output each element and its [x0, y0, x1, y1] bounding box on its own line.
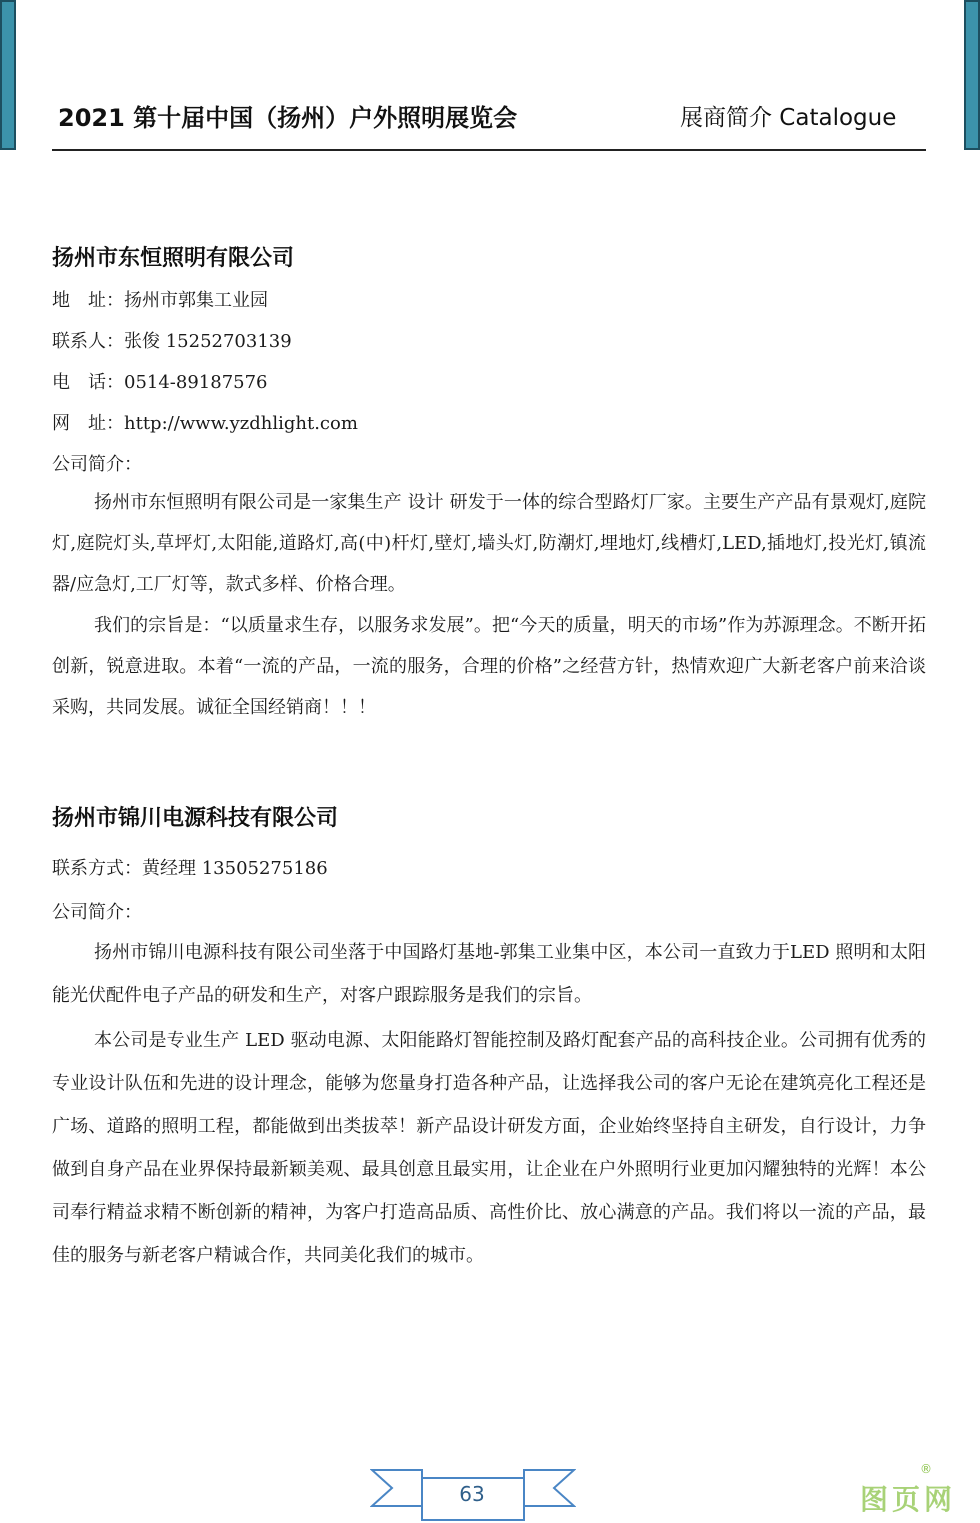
company-intro-label: 公司简介：	[52, 902, 142, 923]
company-phone: 电 话：0514-89187576	[52, 372, 268, 393]
company-mission-paragraph: 我们的宗旨是：“以质量求生存，以服务求发展”。把“今天的质量，明天的市场”作为苏源理念。不断开拓创新，锐意进取。本着“一流的产品，一流的服务，合理的价格”之经营方针，热情欢迎广大新老客户前来洽谈采购，共同发展。诚征全国经销商！！！	[52, 615, 926, 718]
company-intro-paragraph: 扬州市东恒照明有限公司是一家集生产 设计 研发于一体的综合型路灯厂家。主要生产产品有景观灯,庭院灯,庭院灯头,草坪灯,太阳能,道路灯,高(中)杆灯,壁灯,墙头灯,防潮灯,埋地灯,线槽灯,LED,插地灯,投光灯,镇流器/应急灯,工厂灯等，款式多样、价格合理。	[52, 492, 926, 595]
right-edge-bar	[964, 0, 980, 150]
left-edge-bar	[0, 0, 16, 150]
watermark-registered-mark: ®	[920, 1462, 932, 1476]
company-name-donghang: 扬州市东恒照明有限公司	[52, 246, 295, 271]
company-name-jinchuan: 扬州市锦川电源科技有限公司	[52, 806, 339, 831]
page-number: 63	[459, 1482, 485, 1506]
company-products-paragraph: 本公司是专业生产 LED 驱动电源、太阳能路灯智能控制及路灯配套产品的高科技企业。公司拥有优秀的专业设计队伍和先进的设计理念，能够为您量身打造各种产品，让选择我公司的客户无论在建筑亮化工程还是广场、道路的照明工程，都能做到出类拔萃！新产品设计研发方面，企业始终坚持自主研发，自行设计，力争做到自身产品在业界保持最新颖美观、最具创意且最实用，让企业在户外照明行业更加闪耀独特的光辉！本公司奉行精益求精不断创新的精神，为客户打造高品质、高性价比、放心满意的产品。我们将以一流的产品，最佳的服务与新老客户精诚合作，共同美化我们的城市。	[52, 1030, 926, 1266]
header-title: 2021 第十届中国（扬州）户外照明展览会	[58, 104, 518, 132]
company-contact: 联系人：张俊 15252703139	[52, 331, 292, 352]
company-address: 地 址：扬州市郭集工业园	[52, 290, 268, 311]
watermark-logo: 图页网	[860, 1483, 957, 1516]
company-intro-paragraph: 扬州市锦川电源科技有限公司坐落于中国路灯基地-郭集工业集中区，本公司一直致力于LED 照明和太阳能光伏配件电子产品的研发和生产，对客户跟踪服务是我们的宗旨。	[52, 942, 926, 1006]
company-contact: 联系方式：黄经理 13505275186	[52, 858, 328, 879]
header-divider	[52, 149, 926, 151]
company-intro-label: 公司简介：	[52, 454, 142, 475]
header-section-label: 展商简介 Catalogue	[680, 105, 897, 131]
company-website: 网 址：http://www.yzdhlight.com	[52, 413, 358, 434]
